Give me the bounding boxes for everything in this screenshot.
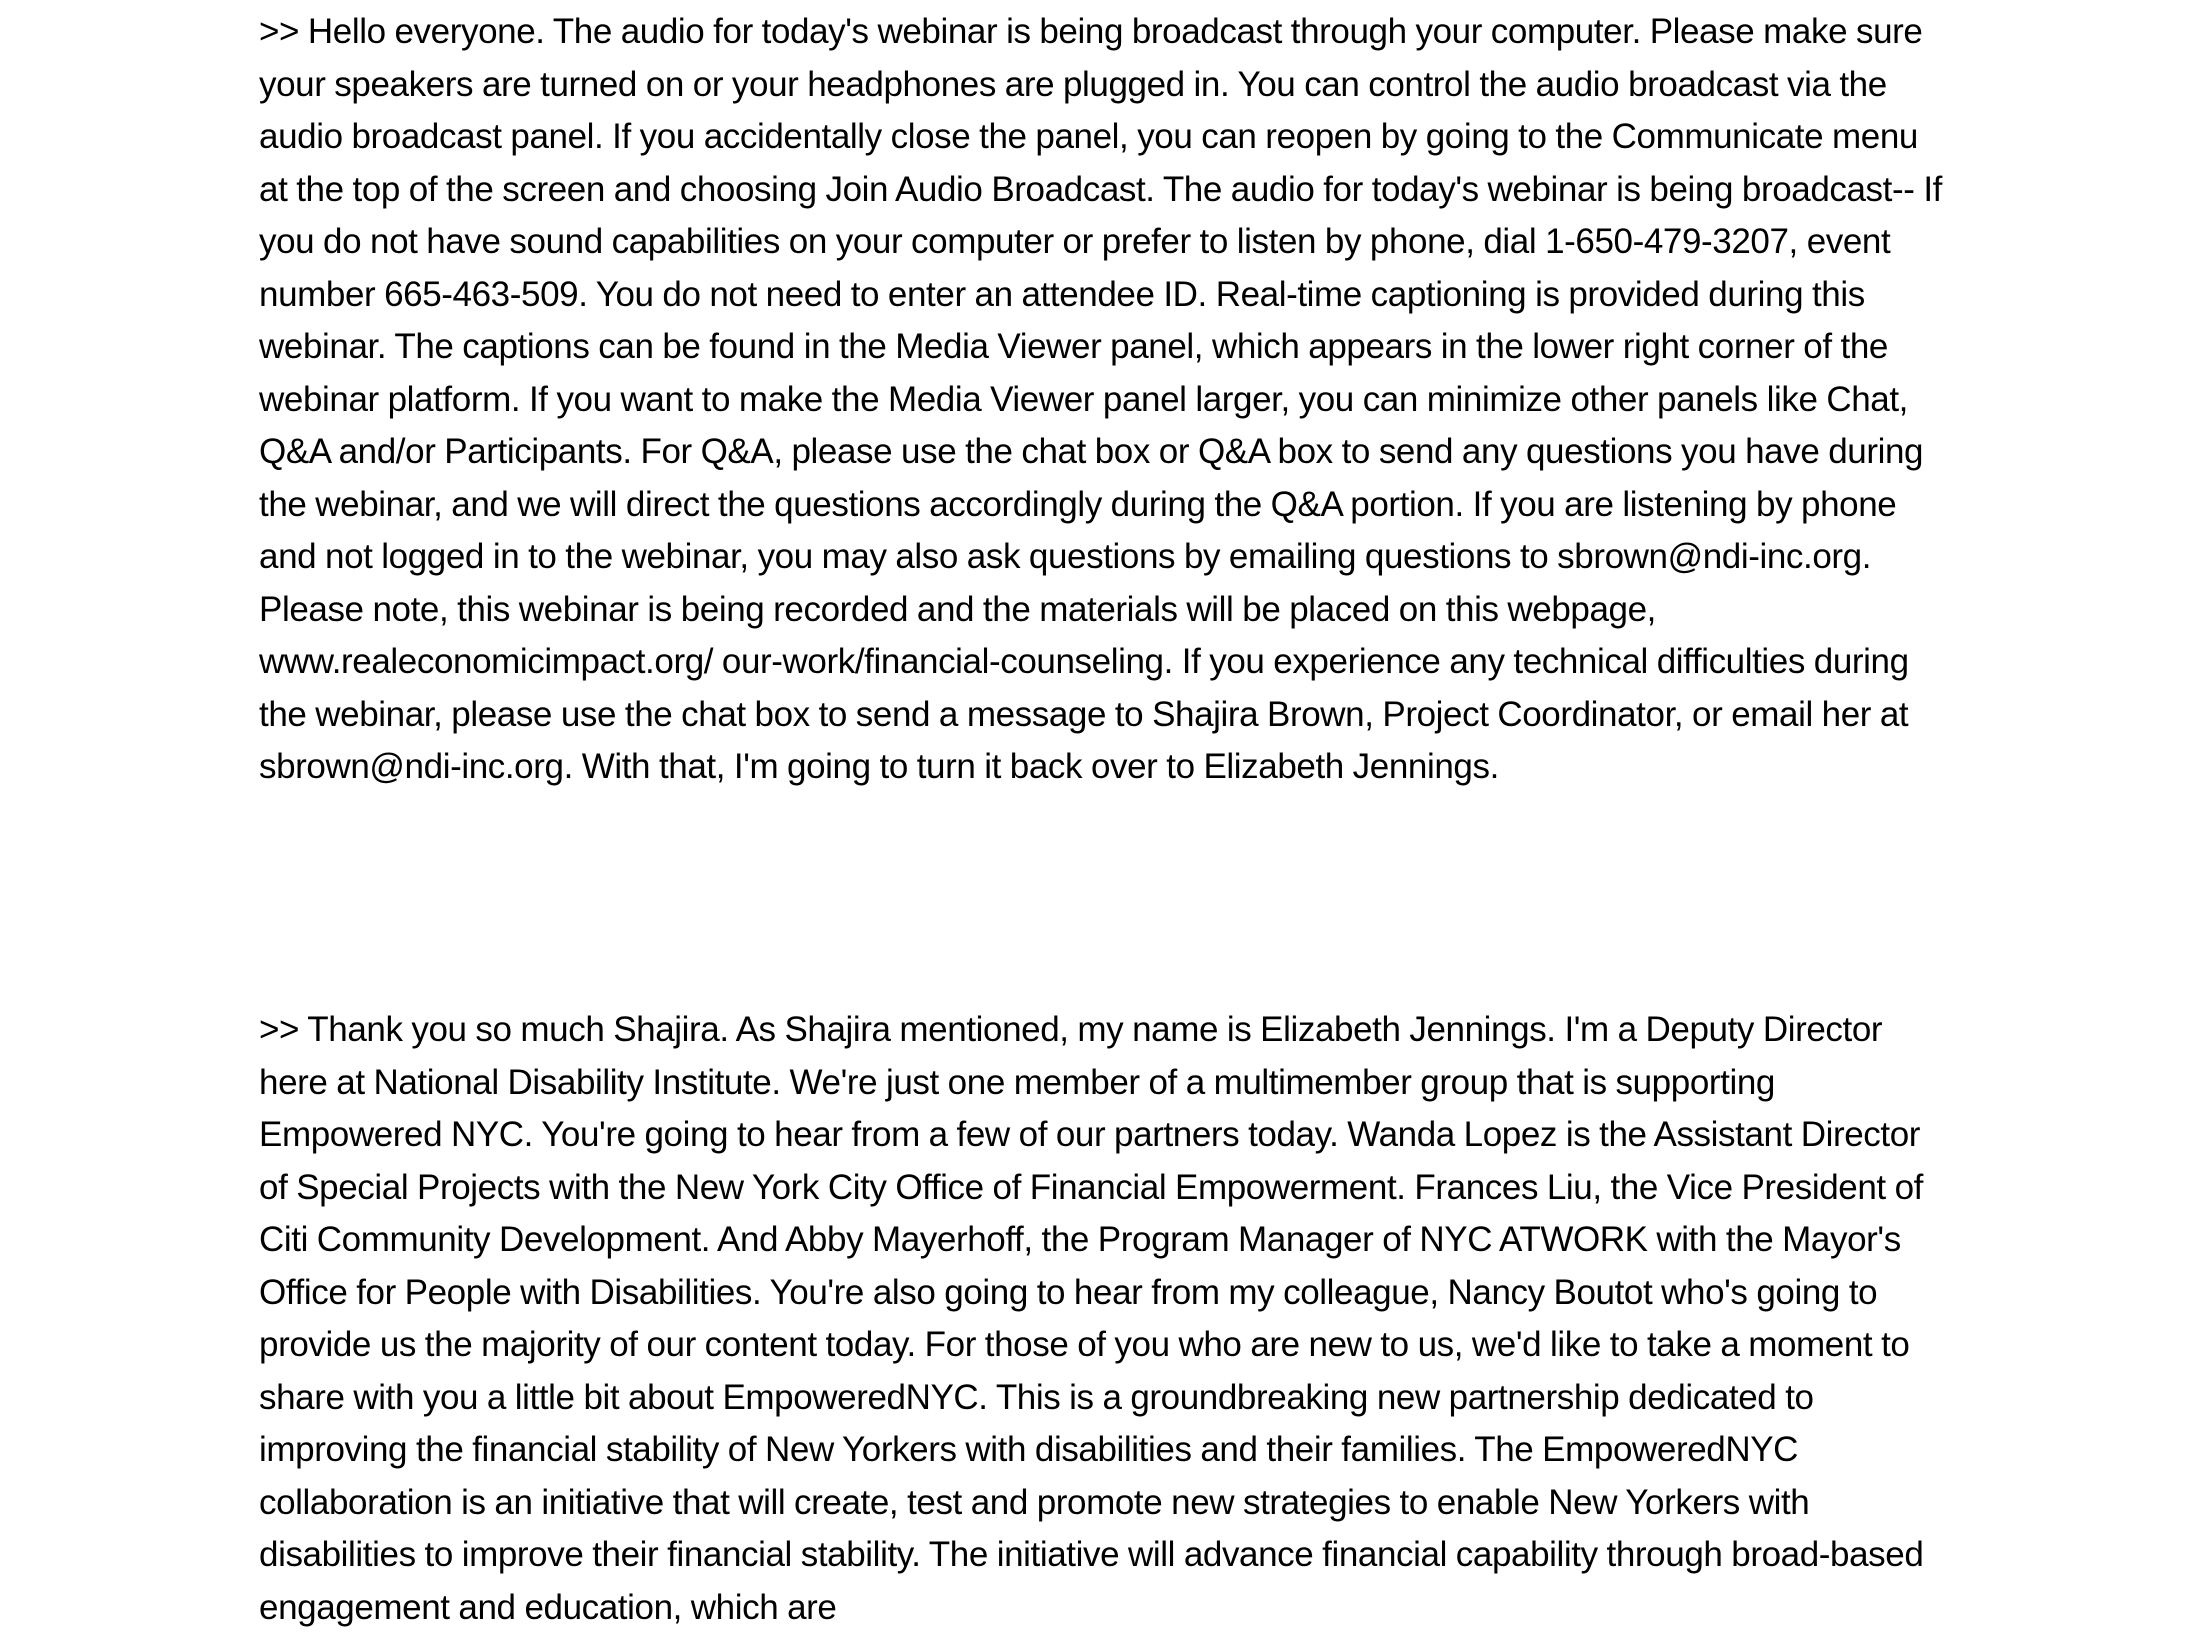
transcript-paragraph-elizabeth: >> Thank you so much Shajira. As Shajira mentioned, my name is Elizabeth Jennings. I'm a Deputy Director here at National Disability Institute. We're just one member of a multimember group that is supporting Empowered NYC. You're going to hear from a few of our partners today. Wanda Lopez is the Assistant Director of Special Projects with the New York City Office of Financial Empowerment. Frances Liu, the Vice President of Citi Community Development. And Abby Mayerhoff, the Program Manager of NYC ATWORK with the Mayor's Office for People with Disabilities. You're also going to hear from my colleague, Nancy Boutot who's going to provide us the majority of our content today. For those of you who are new to us, we'd like to take a moment to share with you a little bit about EmpoweredNYC. This is a groundbreaking new partnership dedicated to improving the financial stability of New Yorkers with disabilities and their families. The EmpoweredNYC collaboration is an initiative that will create, test and promote new strategies to enable New Yorkers with disabilities to improve their financial stability. The initiative will advance financial capability through broad-based engagement and education, which are [259,1010,1924,1627]
transcript-paragraph-shajira: >> Hello everyone. The audio for today's webinar is being broadcast through your computer. Please make sure your speakers are turned on or your headphones are plugged in. You can control the audio broadcast via the audio broadcast panel. If you accidentally close the panel, you can reopen by going to the Communicate menu at the top of the screen and choosing Join Audio Broadcast. The audio for today's webinar is being broadcast-- If you do not have sound capabilities on your computer or prefer to listen by phone, dial 1-650-479-3207, event number 665-463-509. You do not need to enter an attendee ID. Real-time captioning is provided during this webinar. The captions can be found in the Media Viewer panel, which appears in the lower right corner of the webinar platform. If you want to make the Media Viewer panel larger, you can minimize other panels like Chat, Q&A and/or Participants. For Q&A, please use the chat box or Q&A box to send any questions you have during the webinar, and we will direct the questions accordingly during the Q&A portion. If you are listening by phone and not logged in to the webinar, you may also ask questions by emailing questions to sbrown@ndi-inc.org. Please note, this webinar is being recorded and the materials will be placed on this webpage, www.realeconomicimpact.org/ our-work/financial-counseling. If you experience any technical difficulties during the webinar, please use the chat box to send a message to Shajira Brown, Project Coordinator, or email her at sbrown@ndi-inc.org. With that, I'm going to turn it back over to Elizabeth Jennings. [259,12,1942,786]
